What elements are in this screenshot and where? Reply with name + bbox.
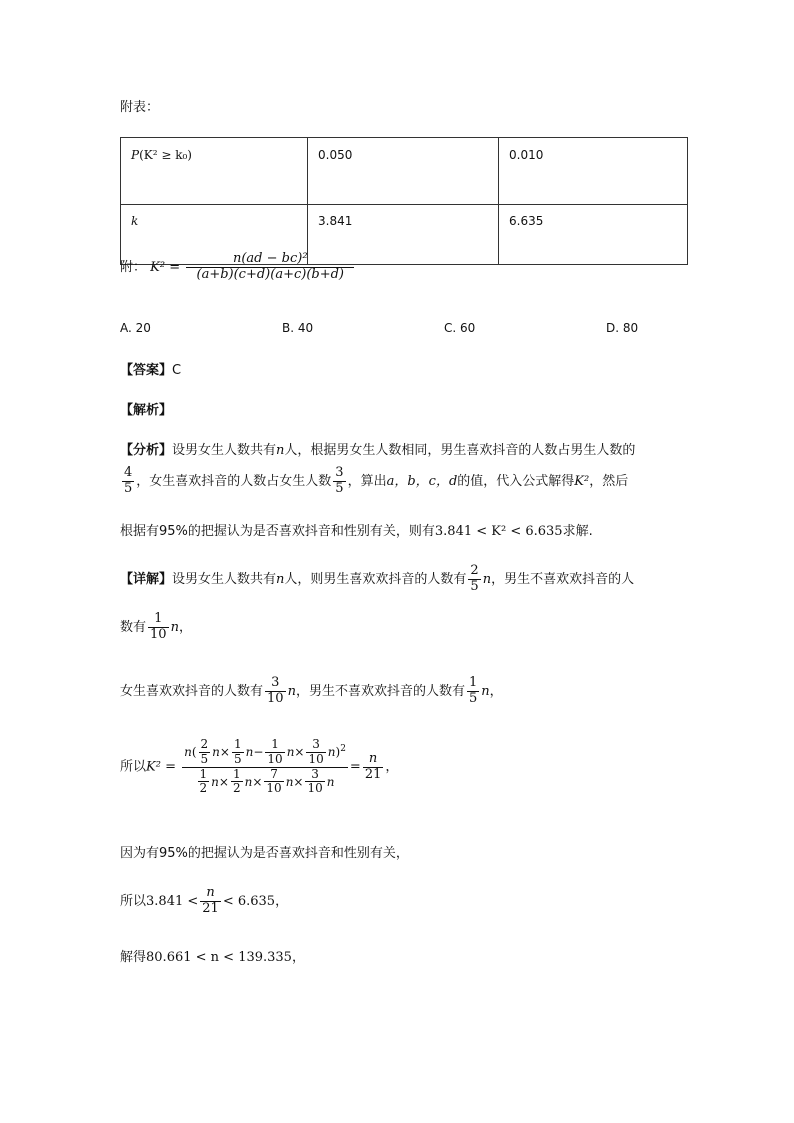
appendix-table-label: 附表： — [120, 100, 160, 115]
table-cell: 0.010 — [499, 138, 688, 205]
formula-denominator: (a+b)(c+d)(a+c)(b+d) — [196, 266, 344, 282]
detail-line-3: 女生喜欢欢抖音的人数有 $\frac{3}{10}$ n，男生不喜欢欢抖音的人数有 $\frac{1}{5}$ n， — [120, 675, 503, 706]
table-cell-k-label: k — [121, 205, 308, 265]
option-a: A. 20 — [120, 321, 151, 335]
answer-label: 【答案】 — [120, 363, 173, 378]
fraction-3-10: $\frac{3}{10}$ — [267, 675, 284, 706]
k-squared-formula — [120, 252, 356, 283]
detail-line-7: 解得80.661 < n < 139.335， — [120, 950, 305, 965]
formula-numerator: n(ad − bc)² — [186, 252, 354, 268]
detail-k-squared-calculation: 所以K² = n( $\frac{2}{5}$ n× $\frac{1}{5}$ n− $\frac{1}{10}$ n× $\frac{3}{10}$ n)$^2$ $\frac{1}{2}$ n× $\frac{1}{2}$ n× $\frac{7}{10}$ n× $\frac{3}{10}$ n = $\frac{n}{21}$ ， — [120, 737, 399, 796]
analysis-label: 【解析】 — [120, 403, 173, 418]
fraction-n-21-inequality: $\frac{n}{21}$ — [202, 885, 219, 916]
formula-prefix: 附： — [120, 259, 147, 275]
fraction-1-10: $\frac{1}{10}$ — [150, 611, 167, 642]
fraction-2-5: $\frac{2}{5}$ — [470, 563, 479, 594]
summary-line-2: $\frac{4}{5}$ ，女生喜欢抖音的人数占女生人数 $\frac{3}{5}$ ，算出a，b，c，d的值，代入公式解得K²，然后 — [124, 465, 629, 496]
answer-line — [120, 359, 181, 378]
summary-line-1: 【分析】设男女生人数共有n人，根据男女生人数相同，男生喜欢抖音的人数占男生人数的 — [120, 443, 636, 458]
detail-line-5: 因为有95%的把握认为是否喜欢抖音和性别有关， — [120, 846, 409, 861]
fraction-1-5: $\frac{1}{5}$ — [468, 675, 478, 706]
summary-line-3: 根据有95%的把握认为是否喜欢抖音和性别有关，则有3.841 < K² < 6.635求解. — [120, 524, 593, 539]
formula-lhs: K² = — [150, 259, 181, 275]
table-cell: 6.635 — [499, 205, 688, 265]
detail-line-6: 所以3.841 < $\frac{n}{21}$ < 6.635， — [120, 885, 289, 916]
big-fraction — [182, 738, 348, 796]
summary-label: 【分析】 — [120, 443, 173, 458]
option-c: C. 60 — [444, 321, 476, 335]
table-row — [121, 138, 688, 205]
formula-fraction — [186, 252, 354, 283]
option-b: B. 40 — [282, 321, 314, 335]
fraction-n-21: $\frac{n}{21}$ — [364, 750, 382, 782]
table-cell-probability-label: P(K² ≥ k₀) — [121, 138, 308, 205]
detail-line-1: 【详解】设男女生人数共有n人，则男生喜欢欢抖音的人数有 $\frac{2}{5}$ n，男生不喜欢欢抖音的人 — [120, 563, 635, 594]
answer-value: C — [172, 363, 182, 378]
table-cell: 3.841 — [308, 205, 499, 265]
detail-line-2: 数有 $\frac{1}{10}$ n， — [120, 611, 192, 642]
big-fraction-denominator: $\frac{1}{2}$ n× $\frac{1}{2}$ n× $\frac{7}{10}$ n× $\frac{3}{10}$ n — [199, 766, 335, 796]
fraction-4-5: $\frac{4}{5}$ — [124, 465, 133, 496]
critical-value-table — [120, 137, 688, 265]
detail-label: 【详解】 — [120, 571, 173, 587]
table-cell: 0.050 — [308, 138, 499, 205]
option-d: D. 80 — [606, 321, 639, 335]
fraction-3-5: $\frac{3}{5}$ — [335, 465, 344, 496]
big-fraction-numerator: n( $\frac{2}{5}$ n× $\frac{1}{5}$ n− $\frac{1}{10}$ n× $\frac{3}{10}$ n)$^2$ — [184, 737, 346, 766]
